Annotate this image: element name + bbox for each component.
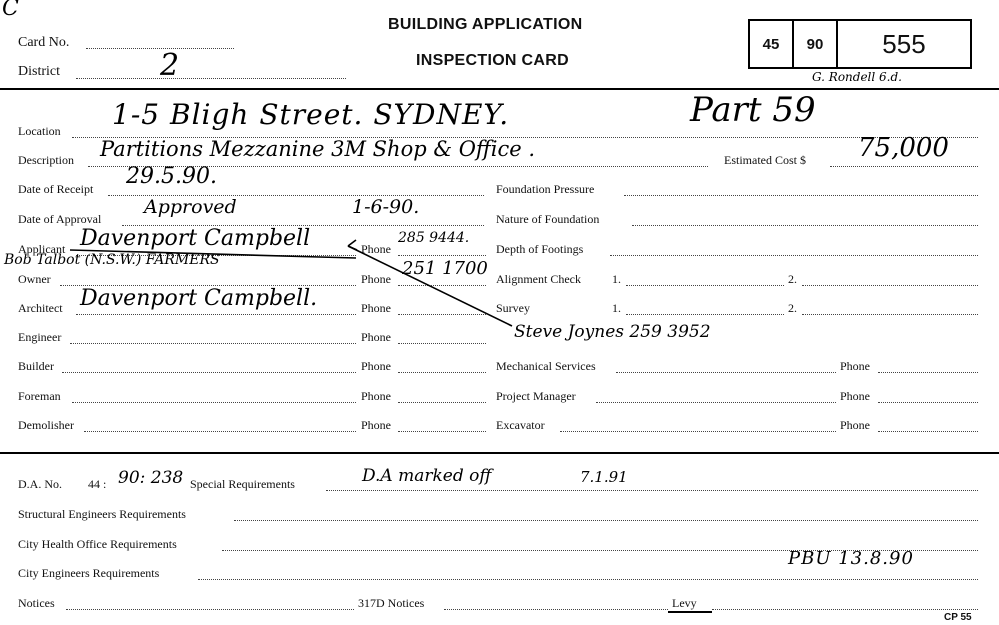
da-label: D.A. No. [18,477,62,491]
approval-label: Date of Approval [18,212,102,226]
special-label: Special Requirements [190,477,295,491]
card-no-label: Card No. [18,35,70,50]
project-manager-phone-label: Phone [840,389,870,403]
location-label: Location [18,124,61,138]
receipt-value: 29.5.90. [126,164,217,189]
demolisher-phone-label: Phone [361,418,391,432]
card-number-series: 90 [794,21,838,67]
receipt-label: Date of Receipt [18,182,94,196]
special-line [326,490,978,491]
survey-two: 2. [788,301,797,315]
builder-label: Builder [18,359,54,373]
form-code: CP 55 [944,612,972,623]
excavator-phone-label: Phone [840,418,870,432]
foreman-label: Foreman [18,389,61,403]
applicant-value: Davenport Campbell [80,226,311,251]
levy-line [712,609,978,610]
alignment-label: Alignment Check [496,272,581,286]
depth-label: Depth of Footings [496,242,584,256]
city-eng-label: City Engineers Requirements [18,566,160,580]
card-number-year: 45 [750,21,794,67]
description-label: Description [18,153,74,167]
da-prefix: 44 : [88,477,107,491]
da-value: 90: 238 [118,468,184,488]
special-date: 7.1.91 [580,468,628,486]
architect-label: Architect [18,301,63,315]
city-eng-line [198,579,978,580]
mechanical-phone-label: Phone [840,359,870,373]
special-value: D.A marked off [362,466,492,486]
alignment-one: 1. [612,272,621,286]
engineer-phone-label: Phone [361,330,391,344]
corner-mark: C [2,0,19,21]
structural-line [234,520,978,521]
applicant-phone-label: Phone [361,242,391,256]
card-number: 555 [882,28,926,59]
notices-label: Notices [18,596,55,610]
applicant-label: Applicant [18,242,66,256]
alignment-two: 2. [788,272,797,286]
foreman-phone-label: Phone [361,389,391,403]
notices-317d-line [444,609,668,610]
approval-value: Approved [144,196,237,218]
applicant-phone: 285 9444. [398,230,470,246]
title-line1: BUILDING APPLICATION [388,16,583,33]
health-label: City Health Office Requirements [18,537,177,551]
notices-line [66,609,354,610]
structural-label: Structural Engineers Requirements [18,507,186,521]
district-value: 2 [160,48,180,83]
city-eng-value: PBU 13.8.90 [788,548,914,569]
project-manager-label: Project Manager [496,389,576,403]
estimated-cost-label: Estimated Cost $ [724,153,806,167]
excavator-label: Excavator [496,418,545,432]
location-value: 1-5 Bligh Street. SYDNEY. [112,98,510,131]
notices-317d-label: 317D Notices [358,596,425,610]
owner-phone-label: Phone [361,272,391,286]
approval-date: 1-6-90. [352,196,420,218]
architect-value: Davenport Campbell. [80,286,318,311]
arrow-head-applicant [348,240,357,250]
demolisher-label: Demolisher [18,418,74,432]
levy-label: Levy [672,596,697,610]
description-value: Partitions Mezzanine 3M Shop & Office . [100,137,536,161]
district-label: District [18,64,60,79]
mechanical-label: Mechanical Services [496,359,596,373]
signature: G. Rondell 6.d. [812,70,902,84]
owner-phone: 251 1700 [402,258,488,279]
owner-label: Owner [18,272,51,286]
survey-one: 1. [612,301,621,315]
estimated-cost-value: 75,000 [858,133,949,163]
contact-note: Steve Joynes 259 3952 [514,322,711,342]
title-line2: INSPECTION CARD [416,52,569,69]
location-part: Part 59 [690,90,816,130]
bottom-divider [0,452,999,454]
arrow-to-applicant [348,246,512,326]
levy-underline [668,611,712,613]
survey-label: Survey [496,301,530,315]
builder-phone-label: Phone [361,359,391,373]
nature-label: Nature of Foundation [496,212,600,226]
architect-phone-label: Phone [361,301,391,315]
owner-strike [70,250,356,258]
engineer-label: Engineer [18,330,62,344]
foundation-pressure-label: Foundation Pressure [496,182,595,196]
owner-value: Bob Talbot (N.S.W.) FARMERS [4,252,220,268]
